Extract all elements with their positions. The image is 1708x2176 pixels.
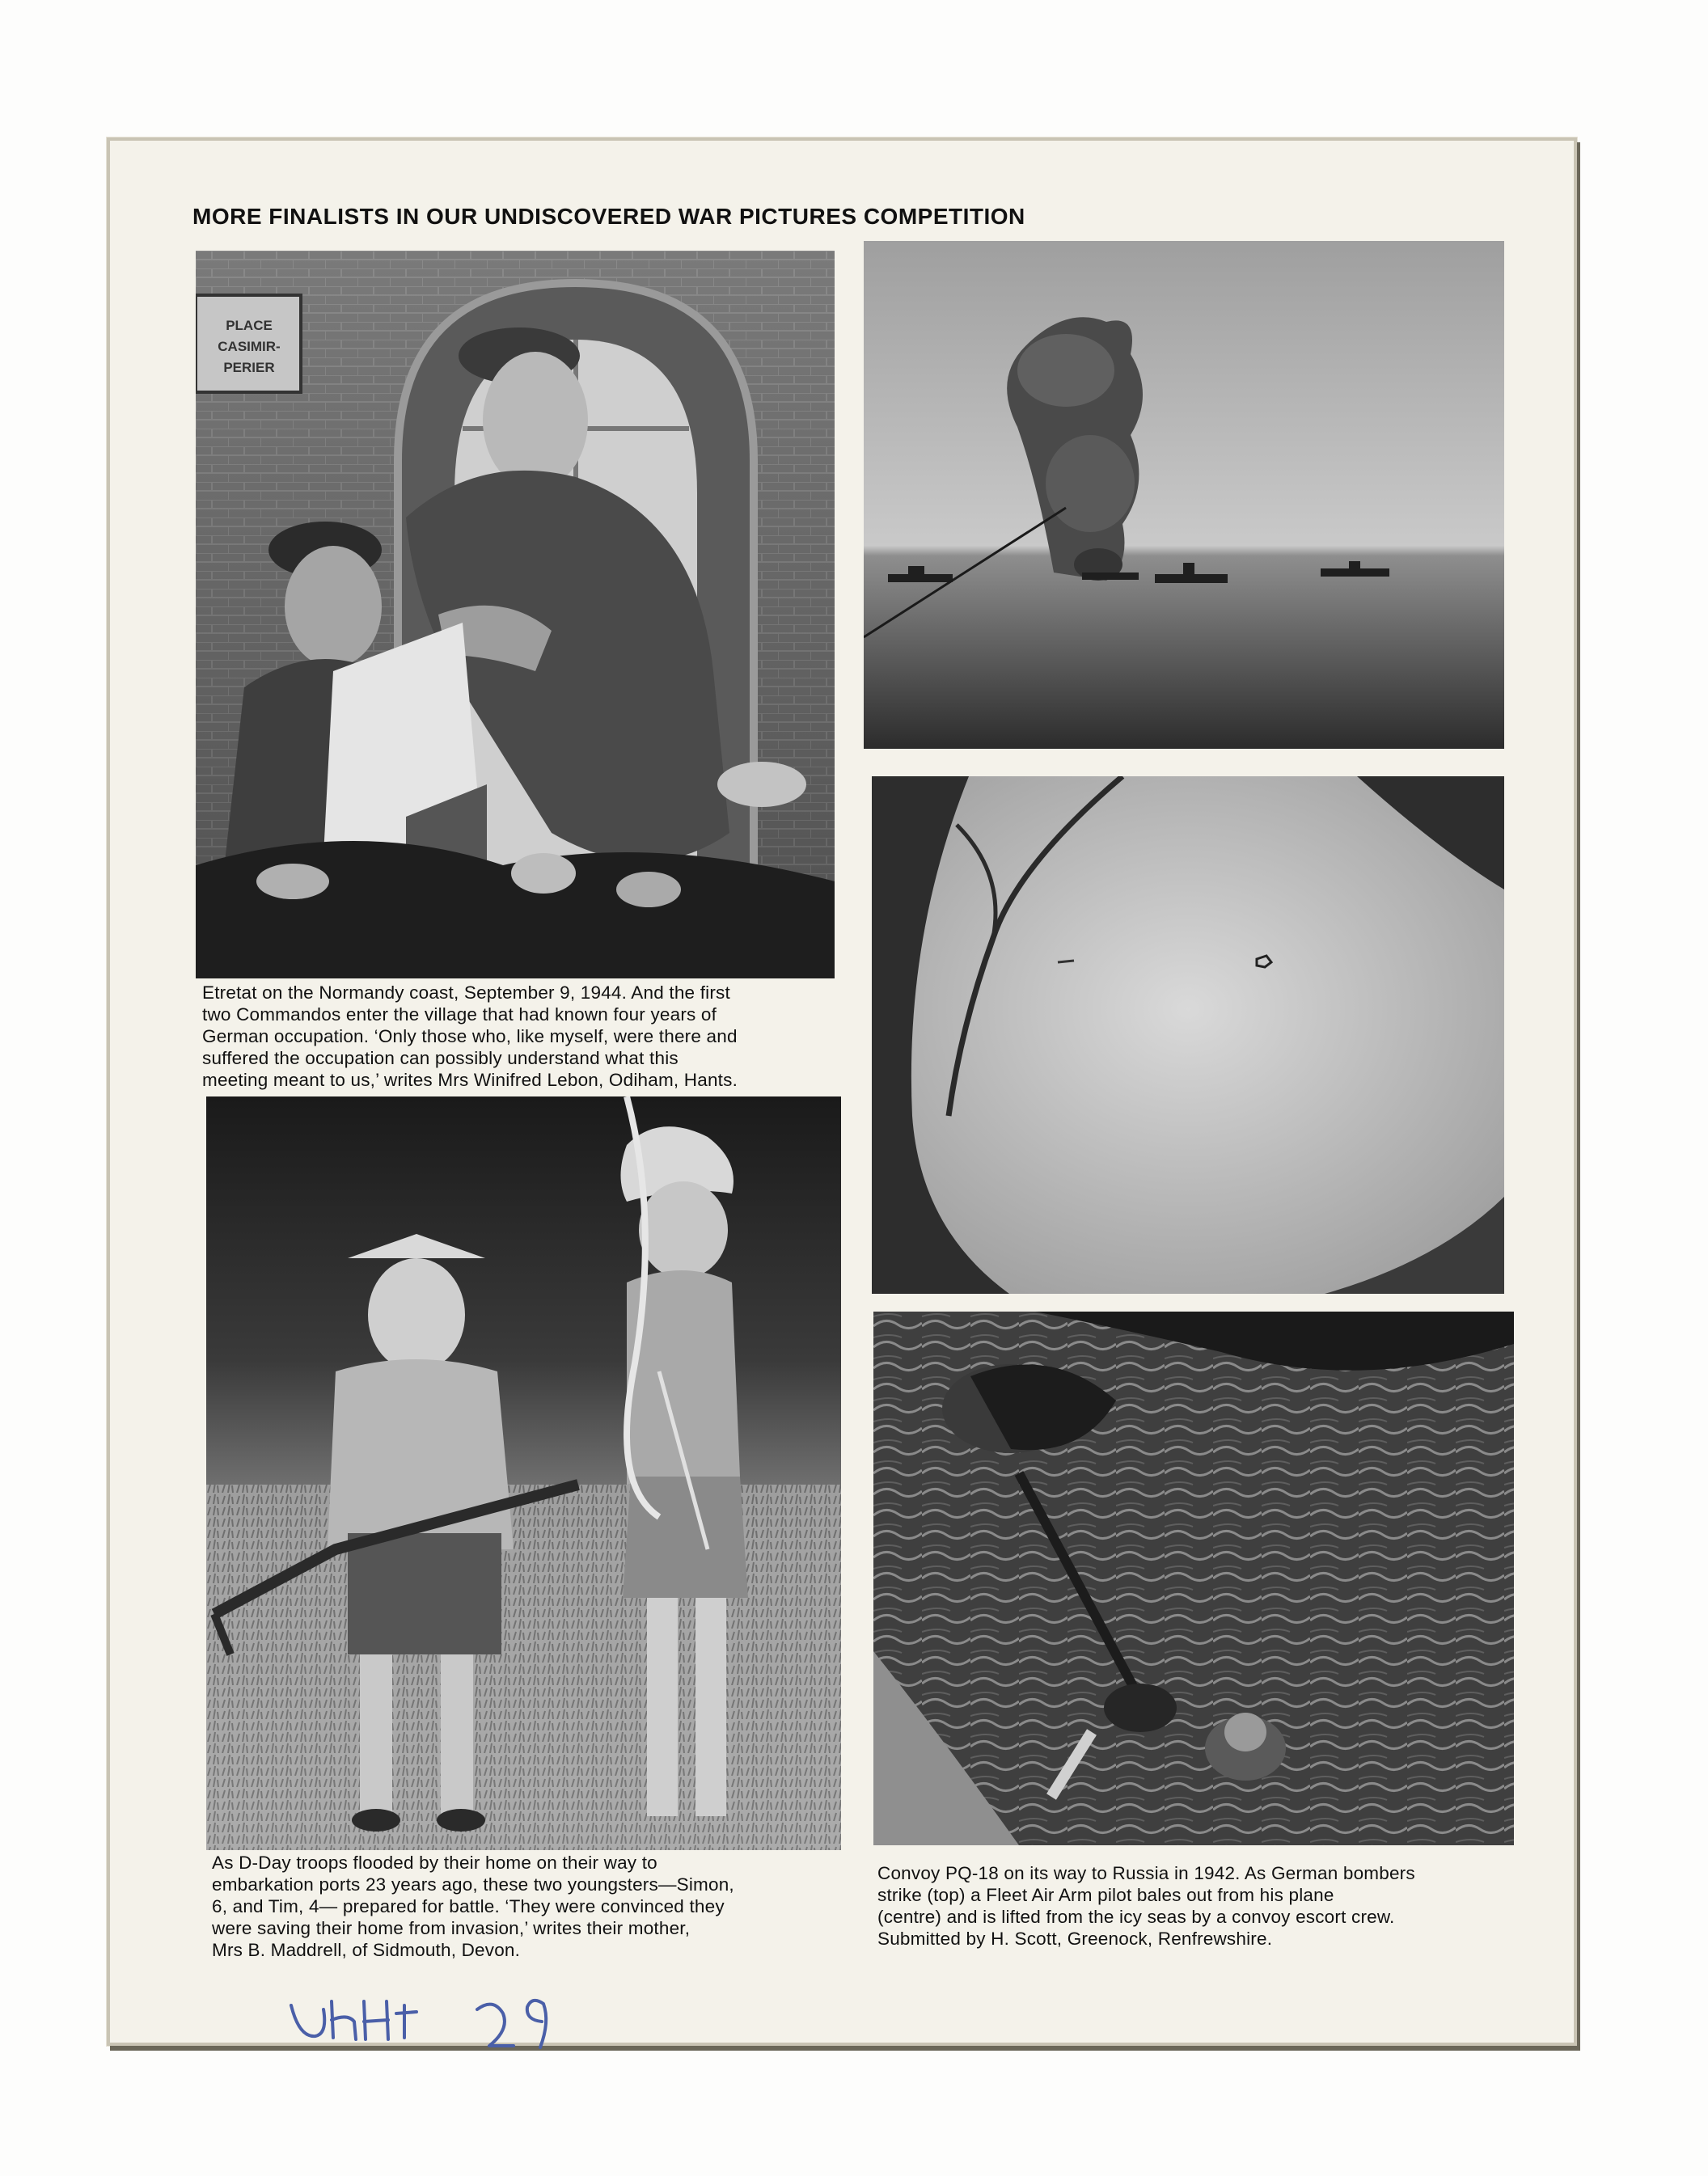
photo-children [206,1096,841,1850]
photo-convoy-explosion [864,241,1504,749]
caption-line: Etretat on the Normandy coast, September 9, 1944. And the first [202,982,730,1003]
caption-line: embarkation ports 23 years ago, these two youngsters—Simon, [212,1874,734,1895]
caption-line: 6, and Tim, 4— prepared for battle. ‘They were convinced they [212,1896,725,1916]
caption-children [212,1852,843,1961]
caption-line: strike (top) a Fleet Air Arm pilot bales out from his plane [877,1885,1334,1905]
handwritten-note [283,1989,574,2062]
caption-line: (centre) and is lifted from the icy seas by a convoy escort crew. [877,1907,1395,1927]
caption-line: meeting meant to us,’ writes Mrs Winifred Lebon, Odiham, Hants. [202,1070,738,1090]
caption-line: Convoy PQ-18 on its way to Russia in 1942. As German bombers [877,1863,1415,1883]
caption-line: German occupation. ‘Only those who, like myself, were there and [202,1026,738,1046]
photo-pilot-rescue [873,1312,1514,1845]
caption-convoy [877,1862,1516,1950]
caption-line: Mrs B. Maddrell, of Sidmouth, Devon. [212,1940,521,1960]
caption-line: As D-Day troops flooded by their home on their way to [212,1853,657,1873]
photo-commandos [196,251,835,978]
caption-commandos [202,982,841,1091]
street-sign-text: PLACE CASIMIR-PERIER [218,318,281,375]
photo-pilot-parachute [872,776,1504,1294]
caption-line: two Commandos enter the village that had known four years of [202,1004,717,1025]
caption-line: were saving their home from invasion,’ writes their mother, [212,1918,691,1938]
page-heading: MORE FINALISTS IN OUR UNDISCOVERED WAR PICTURES COMPETITION [192,204,1025,229]
caption-line: suffered the occupation can possibly understand what this [202,1048,679,1068]
caption-line: Submitted by H. Scott, Greenock, Renfrewshire. [877,1929,1273,1949]
